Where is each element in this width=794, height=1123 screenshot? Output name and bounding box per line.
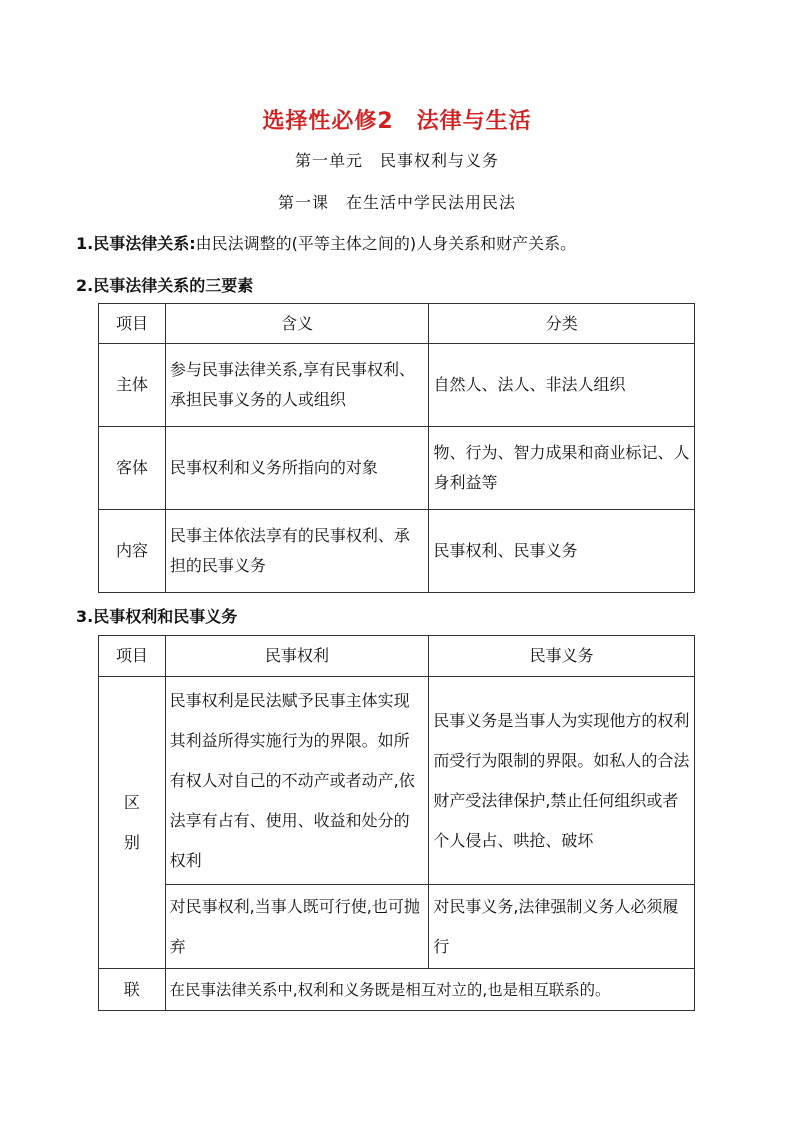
category-cell: 自然人、法人、非法人组织	[429, 344, 695, 427]
item-cell: 主体	[99, 344, 166, 427]
section-heading-elements: 2.民事法律关系的三要素	[76, 276, 254, 295]
meaning-cell: 民事权利和义务所指向的对象	[165, 427, 429, 510]
paragraph-label: 1.民事法律关系:	[76, 234, 196, 253]
table-row	[99, 427, 695, 510]
rights-duties-table	[98, 635, 695, 1011]
header-cell: 民事权利	[165, 636, 429, 677]
item-cell: 客体	[99, 427, 166, 510]
meaning-cell: 民事主体依法享有的民事权利、承担的民事义务	[165, 510, 429, 593]
right-cell: 民事权利是民法赋予民事主体实现其利益所得实施行为的界限。如所有权人对自己的不动产或者动产,依法享有占有、使用、收益和处分的权利	[165, 677, 429, 885]
header-cell: 分类	[429, 304, 695, 344]
unit-title: 第一单元 民事权利与义务	[294, 151, 499, 170]
section-heading-rights-duties: 3.民事权利和民事义务	[76, 607, 238, 626]
table-row	[99, 885, 695, 969]
meaning-cell: 参与民事法律关系,享有民事权利、承担民事义务的人或组织	[165, 344, 429, 427]
diff-label: 区别	[123, 792, 140, 852]
table-row	[99, 510, 695, 593]
paragraph-civil-legal-relation	[76, 232, 716, 256]
category-cell: 物、行为、智力成果和商业标记、人身利益等	[429, 427, 695, 510]
duty-cell: 民事义务是当事人为实现他方的权利而受行为限制的界限。如私人的合法财产受法律保护,禁止任何组织或者个人侵占、哄抢、破坏	[429, 677, 695, 885]
right-cell: 对民事权利,当事人既可行使,也可抛弃	[165, 885, 429, 969]
lesson-title: 第一课 在生活中学民法用民法	[277, 193, 516, 212]
elements-table	[98, 303, 695, 593]
page-title: 选择性必修2 法律与生活	[262, 109, 532, 134]
paragraph-text: 由民法调整的(平等主体之间的)人身关系和财产关系。	[195, 234, 577, 253]
table-row	[99, 969, 695, 1011]
duty-cell: 对民事义务,法律强制义务人必须履行	[429, 885, 695, 969]
header-cell: 项目	[99, 636, 166, 677]
table-row	[99, 677, 695, 885]
diff-label-cell	[99, 677, 166, 969]
header-cell: 民事义务	[429, 636, 695, 677]
table-header-row	[99, 636, 695, 677]
link-label-cell: 联	[99, 969, 166, 1011]
table-header-row	[99, 304, 695, 344]
table-row	[99, 344, 695, 427]
item-cell: 内容	[99, 510, 166, 593]
header-cell: 项目	[99, 304, 166, 344]
category-cell: 民事权利、民事义务	[429, 510, 695, 593]
link-text-cell: 在民事法律关系中,权利和义务既是相互对立的,也是相互联系的。	[165, 969, 694, 1011]
header-cell: 含义	[165, 304, 429, 344]
